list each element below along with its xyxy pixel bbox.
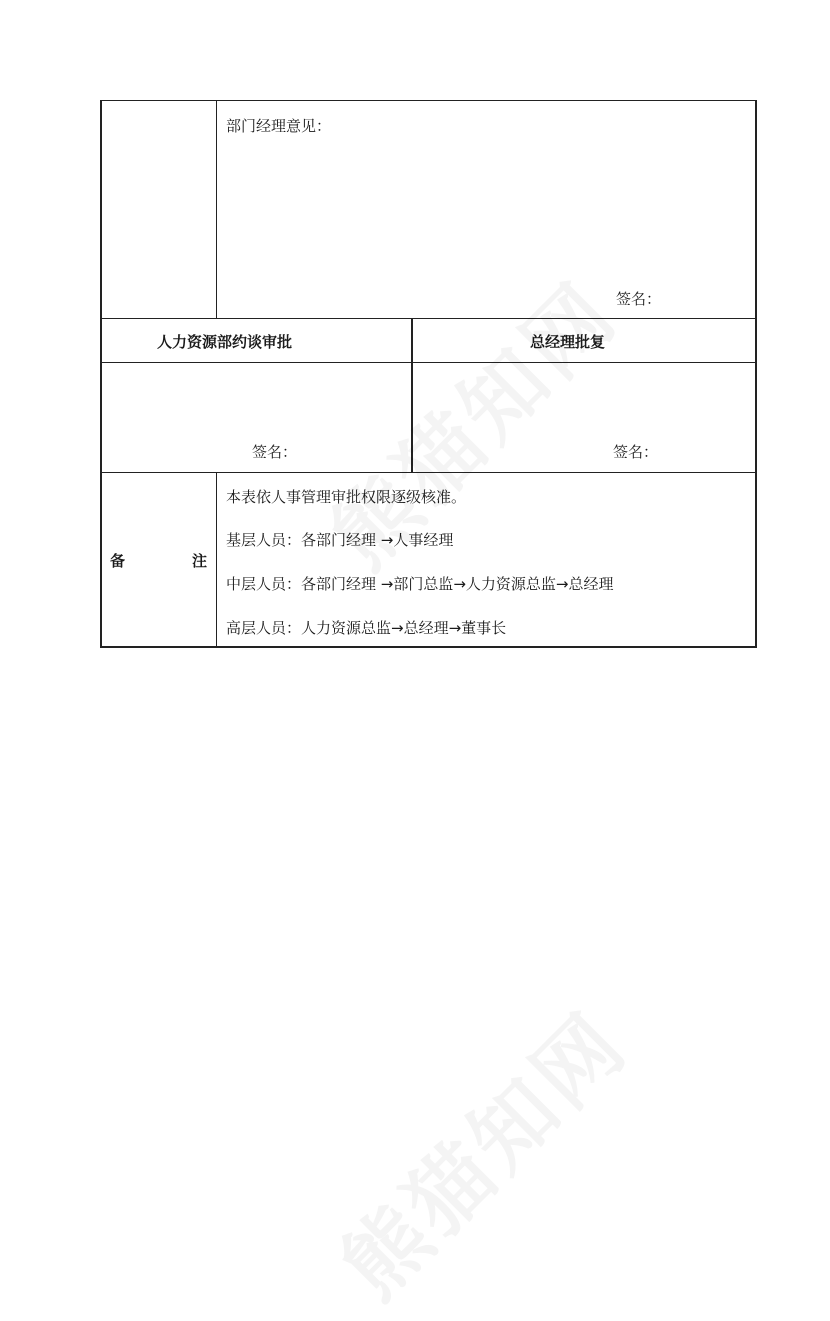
remarks-line: 中层人员：各部门经理 →部门总监→人力资源总监→总经理: [226, 575, 614, 593]
remarks-label-right: 注: [192, 552, 208, 570]
gm-signature-label: 签名：: [613, 443, 659, 461]
dept-manager-signature-label: 签名：: [616, 290, 662, 308]
row-divider-2: [100, 362, 757, 363]
remarks-line: 基层人员：各部门经理 →人事经理: [226, 531, 454, 549]
table-border-top: [100, 100, 757, 101]
table-border-right: [755, 100, 757, 648]
dept-manager-opinion-label: 部门经理意见：: [226, 117, 332, 135]
col-divider-top: [216, 100, 217, 319]
col-divider-middle: [411, 318, 413, 473]
hr-interview-approval-header: 人力资源部约谈审批: [157, 333, 293, 351]
row-divider-3: [100, 472, 757, 473]
watermark: [310, 980, 650, 1320]
col-divider-bottom: [216, 472, 217, 648]
table-border-bottom: [100, 646, 757, 648]
remarks-line: 本表依人事管理审批权限逐级核准。: [226, 488, 467, 506]
remarks-label-left: 备: [110, 552, 126, 570]
row-divider-1: [100, 318, 757, 319]
hr-signature-label: 签名：: [252, 443, 298, 461]
remarks-line: 高层人员：人力资源总监→总经理→董事长: [226, 619, 507, 637]
gm-reply-header: 总经理批复: [530, 333, 606, 351]
table-border-left: [100, 100, 102, 648]
